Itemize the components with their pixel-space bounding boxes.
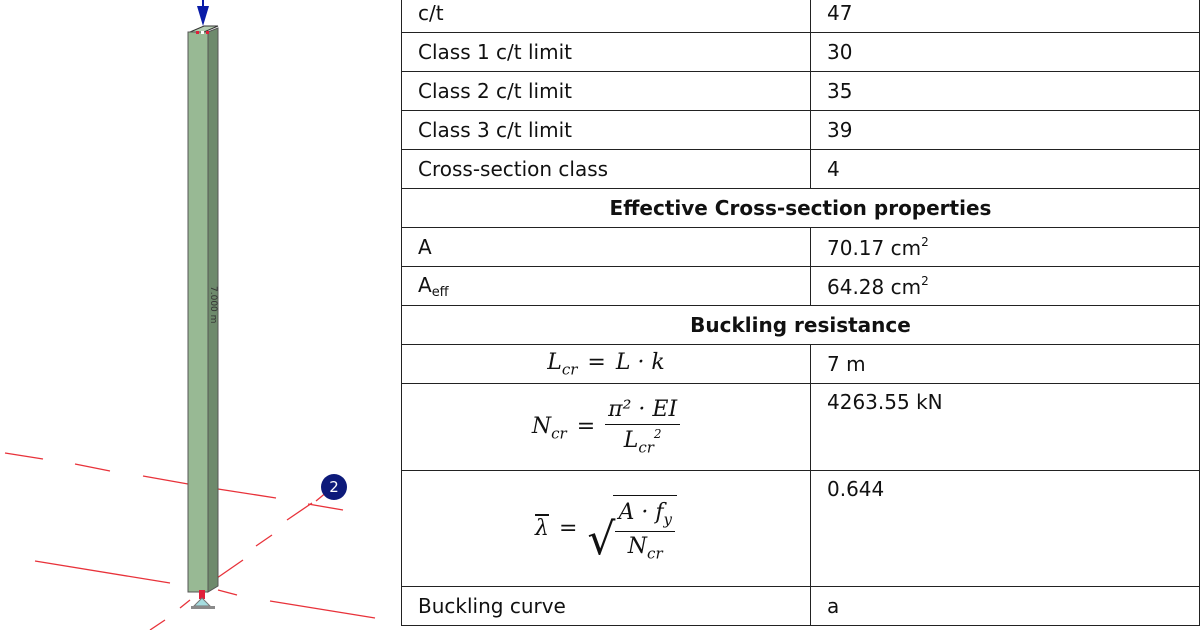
table-row (402, 587, 1200, 626)
row-value: 30 (811, 33, 1200, 72)
row-label: Cross-section class (402, 150, 811, 189)
table-row (402, 267, 1200, 306)
row-value: 7 m (811, 345, 1200, 384)
row-label: c/t (402, 0, 811, 33)
row-label: Class 2 c/t limit (402, 72, 811, 111)
formula-lcr: $L_{cr} = L \cdot k$ (402, 345, 811, 384)
row-label: Class 1 c/t limit (402, 33, 811, 72)
load-arrow-icon (197, 0, 209, 26)
node-number-badge[interactable]: 2 (321, 474, 347, 500)
row-value: 4263.55 kN (811, 384, 1200, 471)
row-value: 39 (811, 111, 1200, 150)
row-value: 64.28 $cm^2$ (811, 267, 1200, 306)
table-row (402, 0, 1200, 33)
row-value: 0.644 (811, 471, 1200, 587)
section-header-row (402, 306, 1200, 345)
member-length-label: 7.000 m (208, 286, 218, 324)
row-label: Class 3 c/t limit (402, 111, 811, 150)
row-label: Buckling curve (402, 587, 811, 626)
sqrt-icon: √ (587, 513, 616, 565)
section-title-buckling: Buckling resistance (402, 306, 1200, 345)
section-header-row (402, 189, 1200, 228)
table-row (402, 33, 1200, 72)
row-value: 35 (811, 72, 1200, 111)
table-row (402, 384, 1200, 471)
row-value: 47 (811, 0, 1200, 33)
table-row (402, 345, 1200, 384)
row-value: a (811, 587, 1200, 626)
formula-ncr: $N_{cr}$ = $\frac{\text{π² · EI}}{L_{cr}^2}$ (402, 384, 811, 471)
structural-model-view[interactable] (0, 0, 400, 630)
model-canvas (0, 0, 400, 630)
row-value: 70.17 $cm^2$ (811, 228, 1200, 267)
table-row (402, 471, 1200, 587)
row-label: $A_{eff}$ (402, 267, 811, 306)
formula-lambda: $\overline{\lambda}$ = √ $\frac{A \cdot f_y}{N_{cr}}$ (402, 471, 811, 587)
table-row (402, 150, 1200, 189)
table-row (402, 72, 1200, 111)
table-row (402, 111, 1200, 150)
section-title-effective: Effective Cross-section properties (402, 189, 1200, 228)
row-value: 4 (811, 150, 1200, 189)
row-label: A (402, 228, 811, 267)
table-row (402, 228, 1200, 267)
results-table (401, 0, 1200, 626)
support-icon (191, 590, 215, 609)
